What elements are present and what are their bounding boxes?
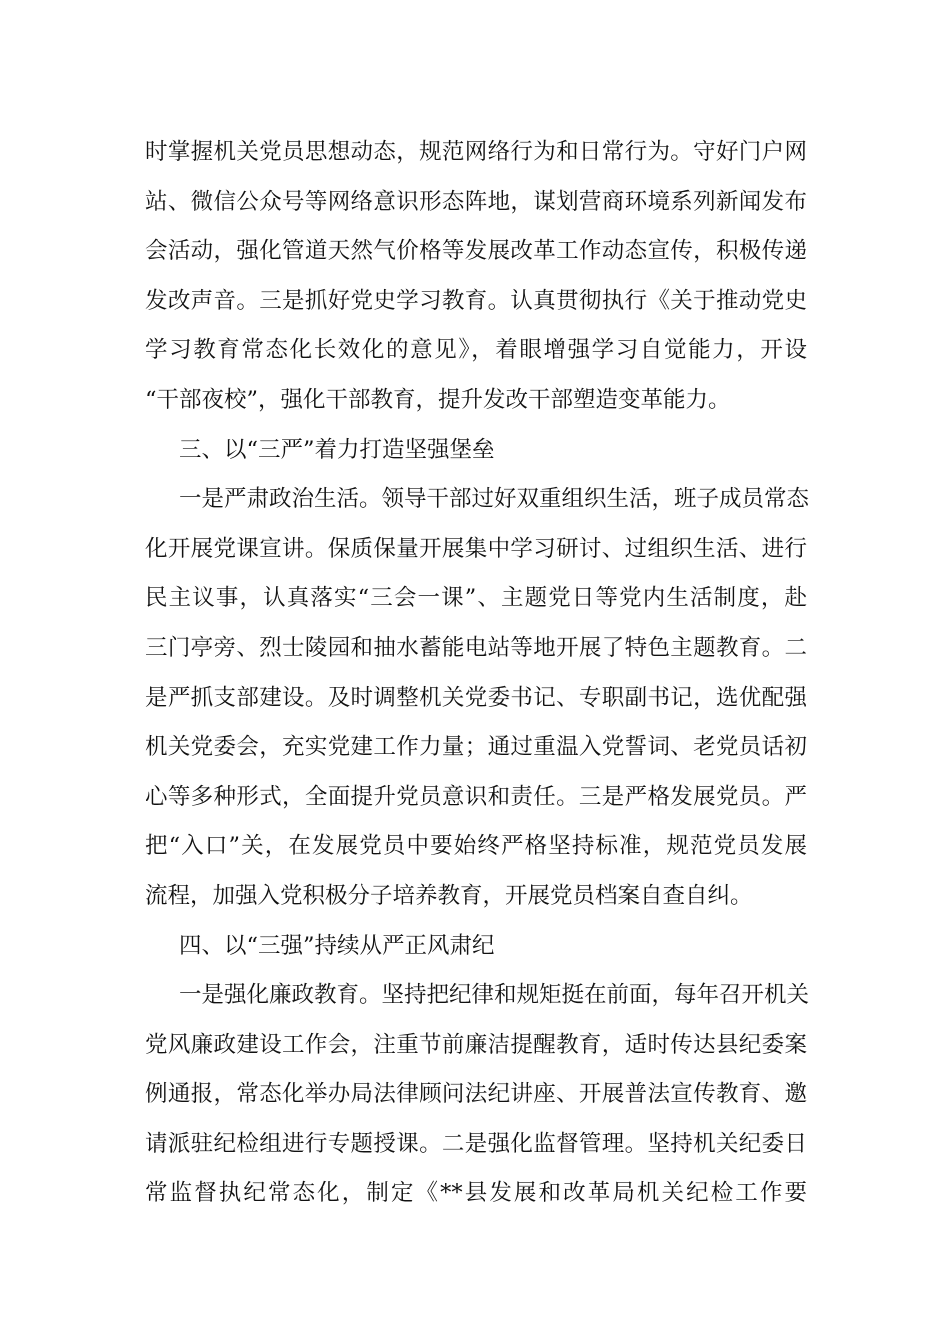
paragraph-line: 学习教育常态化长效化的意见》，着眼增强学习自觉能力，开设 <box>145 337 807 364</box>
document-body <box>145 128 810 1219</box>
paragraph-line: 是严抓支部建设。及时调整机关党委书记、专职副书记，选优配强 <box>145 684 807 711</box>
paragraph-line: 民主议事，认真落实“三会一课”、主题党日等党内生活制度，赴 <box>145 585 807 612</box>
paragraph-line: 一是强化廉政教育。坚持把纪律和规矩挺在前面，每年召开机关 <box>179 982 810 1009</box>
paragraph-line: 例通报，常态化举办局法律顾问法纪讲座、开展普法宣传教育、邀 <box>145 1081 807 1108</box>
section-heading-3: 三、以“三严”着力打造坚强堡垒 <box>179 436 495 463</box>
paragraph-line: 化开展党课宣讲。保质保量开展集中学习研讨、过组织生活、进行 <box>145 535 807 562</box>
paragraph-line: 发改声音。三是抓好党史学习教育。认真贯彻执行《关于推动党史 <box>145 287 807 314</box>
paragraph-line: 机关党委会，充实党建工作力量；通过重温入党誓词、老党员话初 <box>145 734 807 761</box>
paragraph-line: 请派驻纪检组进行专题授课。二是强化监督管理。坚持机关纪委日 <box>145 1130 807 1157</box>
paragraph-line: 把“入口”关，在发展党员中要始终严格坚持标准，规范党员发展 <box>145 833 807 860</box>
paragraph-section-3 <box>145 475 810 921</box>
paragraph-line: 会活动，强化管道天然气价格等发展改革工作动态宣传，积极传递 <box>145 238 807 265</box>
paragraph-line: 流程，加强入党积极分子培养教育，开展党员档案自查自纠。 <box>145 882 753 909</box>
paragraph-line: 常监督执纪常态化，制定《**县发展和改革局机关纪检工作要 <box>145 1180 807 1207</box>
paragraph-line: 党风廉政建设工作会，注重节前廉洁提醒教育，适时传达县纪委案 <box>145 1031 807 1058</box>
paragraph-line: 一是严肃政治生活。领导干部过好双重组织生活，班子成员常态 <box>179 486 810 513</box>
paragraph-line: 三门亭旁、烈士陵园和抽水蓄能电站等地开展了特色主题教育。二 <box>145 634 807 661</box>
paragraph-line: 站、微信公众号等网络意识形态阵地，谋划营商环境系列新闻发布 <box>145 188 807 215</box>
paragraph-line: 心等多种形式，全面提升党员意识和责任。三是严格发展党员。严 <box>145 783 807 810</box>
section-heading-4: 四、以“三强”持续从严正风肃纪 <box>179 932 495 959</box>
paragraph-section-4 <box>145 971 810 1219</box>
paragraph-line: “干部夜校”，强化干部教育，提升发改干部塑造变革能力。 <box>145 386 731 413</box>
paragraph-continued <box>145 128 807 426</box>
paragraph-line: 时掌握机关党员思想动态，规范网络行为和日常行为。守好门户网 <box>145 139 807 165</box>
